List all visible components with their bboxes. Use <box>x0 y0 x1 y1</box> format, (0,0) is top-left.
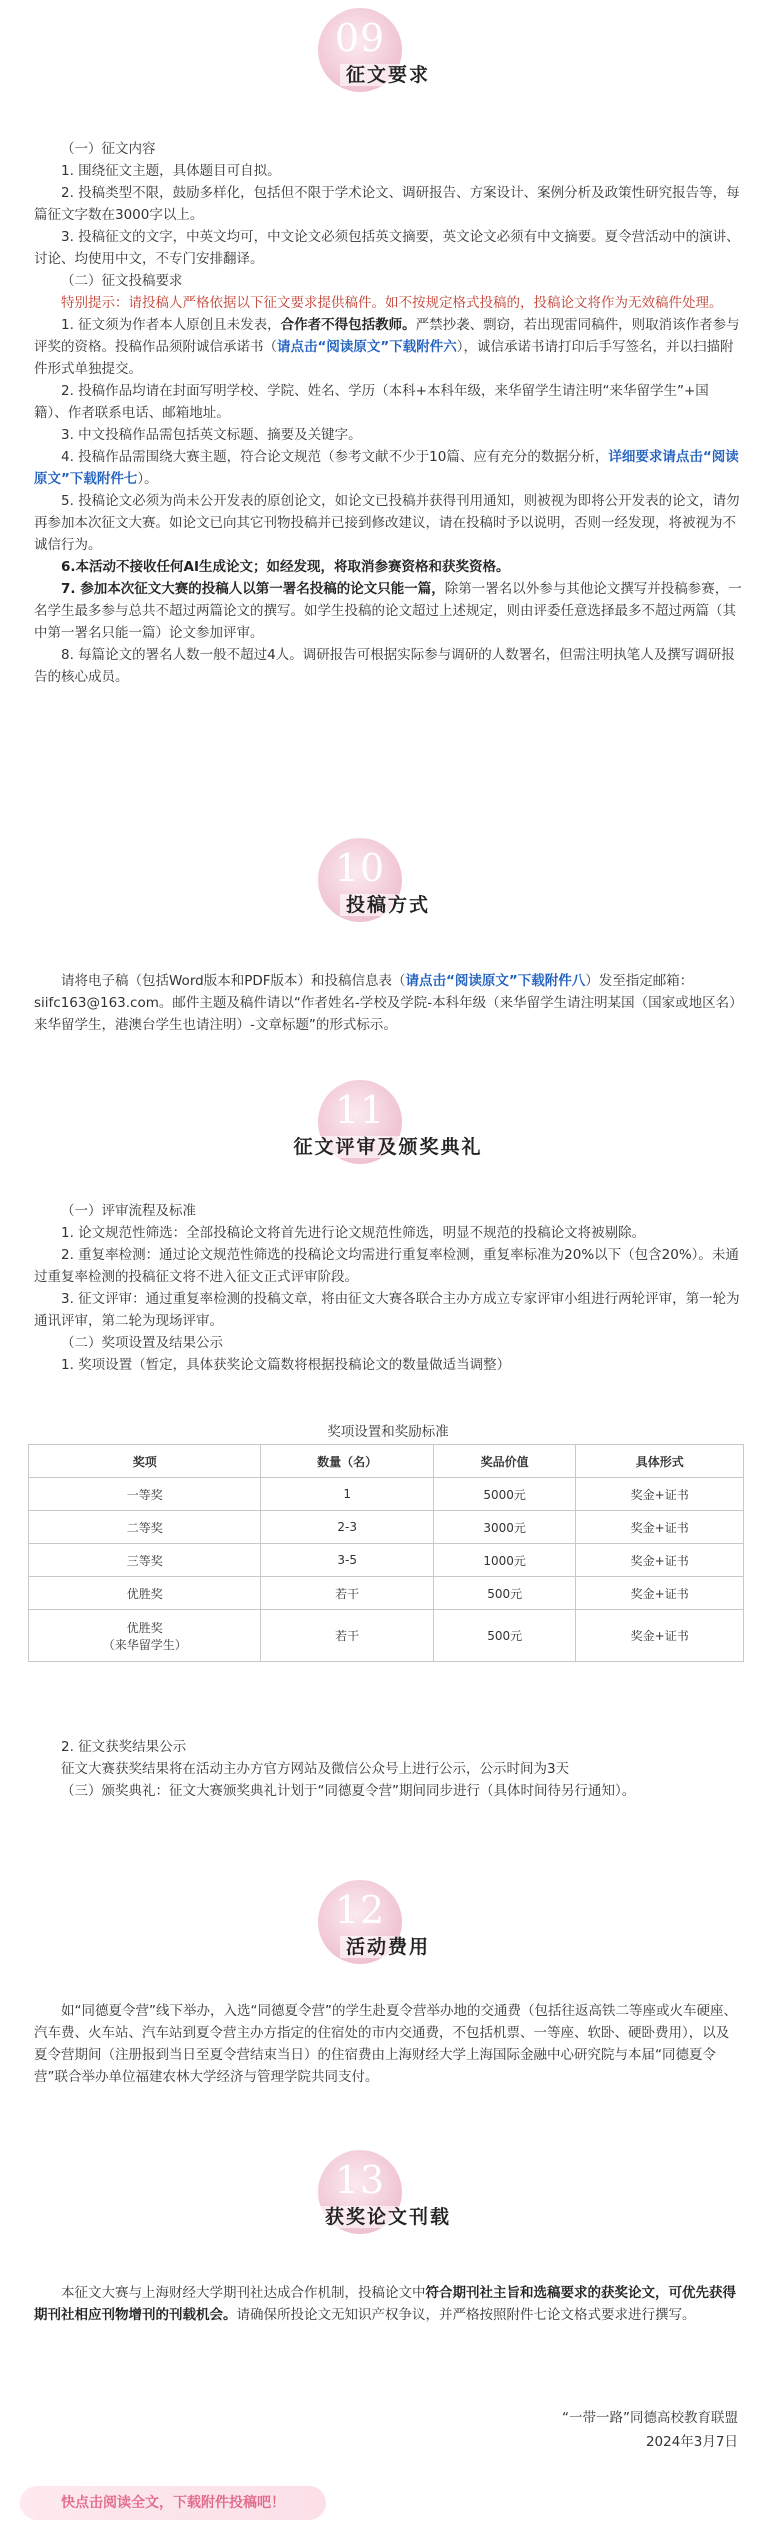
table-row <box>29 1610 744 1662</box>
table-cell: 500元 <box>433 1610 575 1662</box>
paragraph: 7. 参加本次征文大赛的投稿人以第一署名投稿的论文只能一篇，除第一署名以外参与其他论文撰写并投稿参赛，一名学生最多参与总共不超过两篇论文的撰写。如学生投稿的论文超过上述规定，则由评委任意选择最多不超过两篇（其中第一署名只能一篇）论文参加评审。 <box>34 581 742 641</box>
section-11-header <box>0 1080 776 1190</box>
paragraph: 5. 投稿论文必须为尚未公开发表的原创论文，如论文已投稿并获得刊用通知，则被视为即将公开发表的论文，请勿再参加本次征文大赛。如论文已向其它刊物投稿并已接到修改建议，请在投稿时予以说明，否则一经发现，将被视为不诚信行为。 <box>34 493 740 553</box>
table-header-row <box>29 1445 744 1478</box>
table-cell: 1 <box>261 1478 433 1511</box>
section-number: 09 <box>334 16 386 60</box>
subheading: （一）征文内容 <box>61 141 156 157</box>
section-number: 12 <box>334 1888 386 1932</box>
table-cell: 1000元 <box>433 1544 575 1577</box>
section-09-header <box>0 0 776 110</box>
section-title: 获奖论文刊载 <box>319 2206 457 2228</box>
paragraph: 请将电子稿（包括Word版本和PDF版本）和投稿信息表（请点击“阅读原文”下载附件八）发至指定邮箱：siifc163@163.com。邮件主题及稿件请以“作者姓名-学校及学院-本科年级（来华留学生请注明某国（国家或地区名）来华留学生，港澳台学生也请注明）-文章标题”的形式标示。 <box>34 973 736 1033</box>
section-title: 投稿方式 <box>340 894 436 916</box>
paragraph: 2. 投稿类型不限，鼓励多样化，包括但不限于学术论文、调研报告、方案设计、案例分析及政策性研究报告等，每篇征文字数在3000字以上。 <box>34 185 740 223</box>
section-number: 13 <box>334 2158 386 2202</box>
subheading: （一）评审流程及标准 <box>61 1203 196 1219</box>
table-cell: 奖金+证书 <box>576 1577 744 1610</box>
section-13-content <box>34 2282 742 2326</box>
col-header: 奖品价值 <box>433 1445 575 1478</box>
table-cell: 5000元 <box>433 1478 575 1511</box>
section-10-content <box>34 970 742 1036</box>
download-link-attachment-7[interactable]: 详细要求请点击“阅读原文”下载附件七 <box>34 449 739 487</box>
section-title: 征文评审及颁奖典礼 <box>287 1136 488 1158</box>
paragraph: 征文大赛获奖结果将在活动主办方官方网站及微信公众号上进行公示，公示时间为3天 <box>61 1761 570 1777</box>
paragraph: 3. 中文投稿作品需包括英文标题、摘要及关键字。 <box>61 427 362 443</box>
section-11-results <box>34 1736 742 1802</box>
section-number: 10 <box>334 846 386 890</box>
table-row <box>29 1544 744 1577</box>
paragraph: 2. 重复率检测：通过论文规范性筛选的投稿论文均需进行重复率检测，重复率标准为20%以下（包含20%）。未通过重复率检测的投稿征文将不进入征文正式评审阶段。 <box>34 1247 739 1285</box>
awards-table <box>28 1444 744 1662</box>
table-cell: 奖金+证书 <box>576 1511 744 1544</box>
table-cell: 优胜奖 <box>29 1577 261 1610</box>
col-header: 数量（名） <box>261 1445 433 1478</box>
paragraph: 1. 论文规范性筛选：全部投稿论文将首先进行论文规范性筛选，明显不规范的投稿论文将被剔除。 <box>61 1225 646 1241</box>
signature-date: 2024年3月7日 <box>645 2434 738 2450</box>
paragraph: 本征文大赛与上海财经大学期刊社达成合作机制，投稿论文中符合期刊社主旨和选稿要求的获奖论文，可优先获得期刊社相应刊物增刊的刊载机会。请确保所投论文无知识产权争议，并严格按照附件七论文格式要求进行撰写。 <box>34 2285 736 2323</box>
section-12-content <box>34 2000 742 2088</box>
section-number: 11 <box>334 1088 386 1132</box>
table-row <box>29 1478 744 1511</box>
paragraph: 3. 投稿征文的文字，中英文均可，中文论文必须包括英文摘要，英文论文必须有中文摘要。夏令营活动中的演讲、讨论、均使用中文，不专门安排翻译。 <box>34 229 740 267</box>
table-row <box>29 1577 744 1610</box>
paragraph: 8. 每篇论文的署名人数一般不超过4人。调研报告可根据实际参与调研的人数署名，但需注明执笔人及撰写调研报告的核心成员。 <box>34 647 735 685</box>
table-cell: 二等奖 <box>29 1511 261 1544</box>
signature-org: “一带一路”同德高校教育联盟 <box>562 2410 738 2426</box>
paragraph: （三）颁奖典礼：征文大赛颁奖典礼计划于“同德夏令营”期间同步进行（具体时间待另行通知）。 <box>61 1783 636 1799</box>
subheading: （二）征文投稿要求 <box>61 273 183 289</box>
paragraph: 4. 投稿作品需围绕大赛主题，符合论文规范（参考文献不少于10篇、应有充分的数据分析，详细要求请点击“阅读原文”下载附件七）。 <box>34 449 739 487</box>
paragraph: 如“同德夏令营”线下举办，入选“同德夏令营”的学生赴夏令营举办地的交通费（包括往返高铁二等座或火车硬座、汽车费、火车站、汽车站到夏令营主办方指定的住宿处的市内交通费，不包括机票、一等座、软卧、硬卧费用），以及夏令营期间（注册报到当日至夏令营结束当日）的住宿费由上海财经大学上海国际金融中心研究院与本届“同德夏令营”联合举办单位福建农林大学经济与管理学院共同支付。 <box>34 2003 737 2085</box>
section-10-header <box>0 838 776 948</box>
section-title: 征文要求 <box>340 64 436 86</box>
paragraph: 2. 投稿作品均请在封面写明学校、学院、姓名、学历（本科+本科年级，来华留学生请注明“来华留学生”+国籍）、作者联系电话、邮箱地址。 <box>34 383 709 421</box>
paragraph: 1. 奖项设置（暂定，具体获奖论文篇数将根据投稿论文的数量做适当调整） <box>61 1357 511 1373</box>
table-cell: 500元 <box>433 1577 575 1610</box>
warning-text: 特别提示：请投稿人严格依据以下征文要求提供稿件。如不按规定格式投稿的，投稿论文将作为无效稿件处理。 <box>61 295 723 311</box>
table-caption: 奖项设置和奖励标准 <box>327 1424 449 1440</box>
paragraph: 1. 围绕征文主题，具体题目可自拟。 <box>61 163 281 179</box>
col-header: 具体形式 <box>576 1445 744 1478</box>
table-cell: 若干 <box>261 1610 433 1662</box>
table-cell: 2-3 <box>261 1511 433 1544</box>
paragraph: 3. 征文评审：通过重复率检测的投稿文章，将由征文大赛各联合主办方成立专家评审小组进行两轮评审，第一轮为通讯评审，第二轮为现场评审。 <box>34 1291 740 1329</box>
table-cell: 3-5 <box>261 1544 433 1577</box>
subheading: （二）奖项设置及结果公示 <box>61 1335 223 1351</box>
table-cell: 奖金+证书 <box>576 1610 744 1662</box>
section-12-header <box>0 1880 776 1990</box>
section-13-header <box>0 2150 776 2260</box>
table-cell: 优胜奖 （来华留学生） <box>29 1610 261 1662</box>
read-full-text-cta[interactable]: 快点击阅读全文，下载附件投稿吧！ <box>20 2486 326 2520</box>
signature-block <box>562 2406 738 2454</box>
paragraph: 2. 征文获奖结果公示 <box>61 1739 187 1755</box>
section-11-content <box>34 1200 742 1376</box>
table-cell: 奖金+证书 <box>576 1544 744 1577</box>
paragraph: 1. 征文须为作者本人原创且未发表，合作者不得包括教师。严禁抄袭、剽窃，若出现雷同稿件，则取消该作者参与评奖的资格。投稿作品须附诚信承诺书（请点击“阅读原文”下载附件六），诚信承诺书请打印后手写签名，并以扫描附件形式单独提交。 <box>34 317 740 377</box>
table-cell: 三等奖 <box>29 1544 261 1577</box>
download-link-attachment-6[interactable]: 请点击“阅读原文”下载附件六 <box>277 339 457 355</box>
col-header: 奖项 <box>29 1445 261 1478</box>
table-cell: 3000元 <box>433 1511 575 1544</box>
table-cell: 奖金+证书 <box>576 1478 744 1511</box>
table-cell: 一等奖 <box>29 1478 261 1511</box>
paragraph: 6.本活动不接收任何AI生成论文；如经发现，将取消参赛资格和获奖资格。 <box>61 559 510 575</box>
table-cell: 若干 <box>261 1577 433 1610</box>
section-title: 活动费用 <box>340 1936 436 1958</box>
download-link-attachment-8[interactable]: 请点击“阅读原文”下载附件八 <box>405 973 586 989</box>
table-row <box>29 1511 744 1544</box>
section-09-content <box>34 138 742 688</box>
